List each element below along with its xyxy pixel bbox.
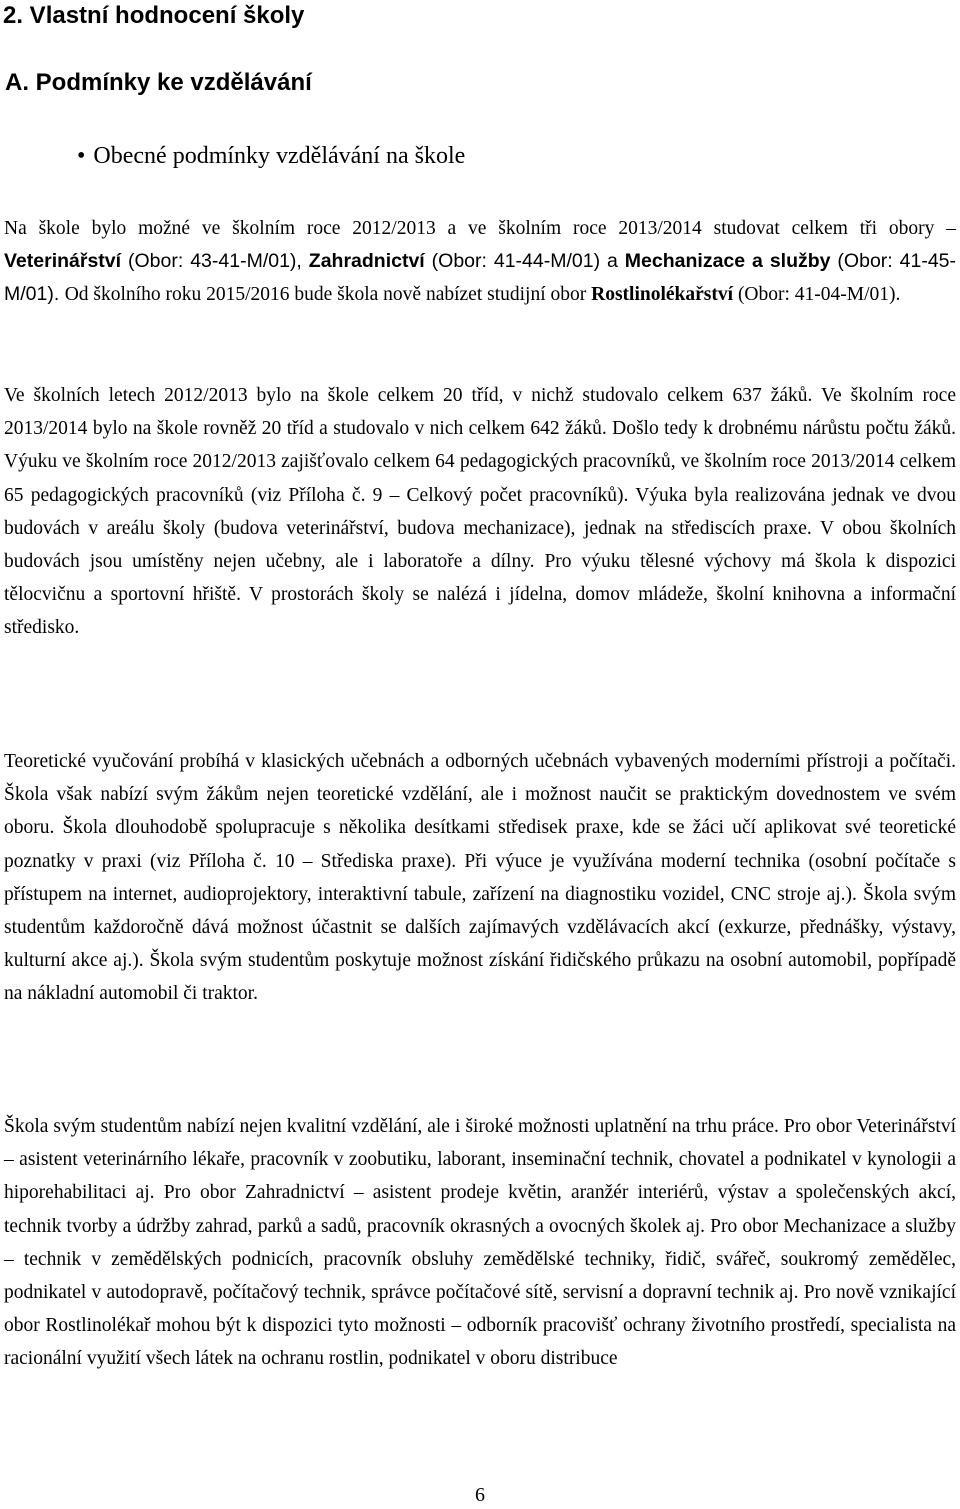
text-run: (Obor: 41-44-M/01) a bbox=[424, 250, 625, 273]
program-mechanizace: Mechanizace a služby bbox=[624, 250, 831, 273]
bullet-dot-icon: • bbox=[77, 143, 86, 169]
page-number: 6 bbox=[475, 1484, 485, 1506]
program-veterinarstvi: Veterinářství bbox=[4, 250, 122, 273]
paragraph-careers: Škola svým studentům nabízí nejen kvalitní vzdělání, ale i široké možnosti uplatnění na trhu práce. Pro obor Veterinářství – asistent veterinárního lékaře, pracovník v zoobutiku, laborant, inseminační technik, chovatel a podnikatel v kynologii a hiporehabilitaci aj. Pro obor Zahradnictví – asistent prodeje květin, aranžér interiérů, výstav a společenských akcí, technik tvorby a údržby zahrad, parků a sadů, pracovník okrasných a ovocných školek aj. Pro obor Mechanizace a služby – technik v zemědělských podnicích, pracovník obsluhy zemědělské techniky, řidič, svářeč, soukromý zemědělec, podnikatel v autodopravě, počítačový technik, správce počítačové sítě, servisní a dopravní technik aj. Pro nově vznikající obor Rostlinolékař mohou být k dispozici tyto možnosti – odborník pracovišť ochrany životního prostředí, specialista na racionální využití všech látek na ochranu rostlin, podnikatel v oboru distribuce bbox=[4, 1116, 956, 1370]
text-run: (Obor: 41-04-M/01). bbox=[733, 284, 901, 306]
text-run: Od školního roku 2015/2016 bude škola nově nabízet studijní obor bbox=[64, 284, 592, 306]
paragraph-teaching: Teoretické vyučování probíhá v klasických učebnách a odborných učebnách vybavených moderními přístroji a počítači. Škola však nabízí svým žákům nejen teoretické vzdělání, ale i možnost naučit se praktickým dovednostem ve svém oboru. Škola dlouhodobě spolupracuje s několika desítkami středisek praxe, kde se žáci učí aplikovat své teoretické poznatky v praxi (viz Příloha č. 10 – Střediska praxe). Při výuce je využívána moderní technika (osobní počítače s přístupem na internet, audioprojektory, interaktivní tabule, zařízení na diagnostiku vozidel, CNC stroje aj.). Škola svým studentům každoročně dává možnost účastnit se dalších zajímavých vzdělávacích akcí (exkurze, přednášky, výstavy, kulturní akce aj.). Škola svým studentům poskytuje možnost získání řidičského průkazu na osobní automobil, popřípadě na nákladní automobil či traktor. bbox=[4, 751, 956, 1005]
text-run: (Obor: 43-41-M/01), bbox=[121, 250, 309, 273]
program-rostlinolekarstvi: Rostlinolékařství bbox=[591, 284, 734, 306]
paragraph-study-programs bbox=[4, 212, 956, 312]
text-run: (Obor: 41-45-M/01). bbox=[4, 250, 956, 306]
subsection-heading: A. Podmínky ke vzdělávání bbox=[5, 69, 312, 96]
section-heading: 2. Vlastní hodnocení školy bbox=[3, 2, 305, 29]
bullet-item bbox=[77, 143, 465, 170]
paragraph-classes-staff: Ve školních letech 2012/2013 bylo na škole celkem 20 tříd, v nichž studovalo celkem 637 žáků. Ve školním roce 2013/2014 bylo na škole rovněž 20 tříd a studovalo v nich celkem 642 žáků. Došlo tedy k drobnému nárůstu počtu žáků. Výuku ve školním roce 2012/2013 zajišťovalo celkem 64 pedagogických pracovníků, ve školním roce 2013/2014 celkem 65 pedagogických pracovníků (viz Příloha č. 9 – Celkový počet pracovníků). Výuka byla realizována jednak ve dvou budovách v areálu školy (budova veterinářství, budova mechanizace), jednak na střediscích praxe. V obou školních budovách jsou umístěny nejen učebny, ale i laboratoře a dílny. Pro výuku tělesné výchovy má škola k dispozici tělocvičnu a sportovní hřiště. V prostorách školy se nalézá i jídelna, domov mládeže, školní knihovna a informační středisko. bbox=[4, 385, 956, 639]
program-zahradnictvi: Zahradnictví bbox=[308, 250, 425, 273]
bullet-text: Obecné podmínky vzdělávání na škole bbox=[93, 143, 466, 169]
text-run: Na škole bylo možné ve školním roce 2012/2013 a ve školním roce 2013/2014 studovat celkem tři obory – bbox=[4, 218, 956, 239]
